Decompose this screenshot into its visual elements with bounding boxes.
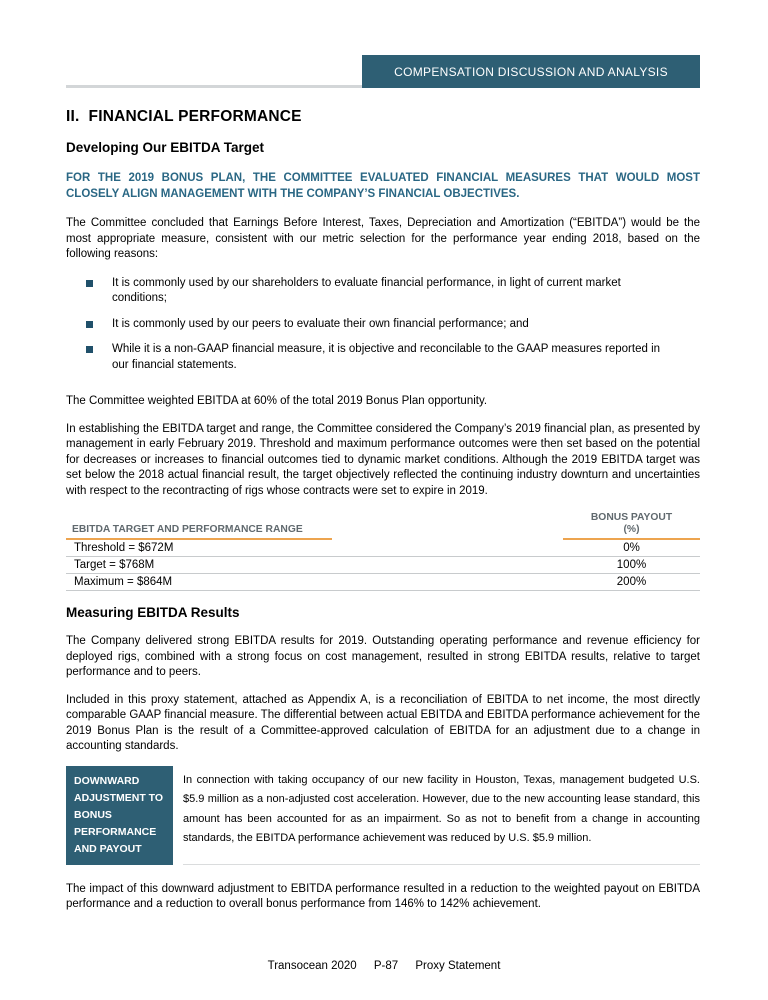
header-banner: COMPENSATION DISCUSSION AND ANALYSIS — [362, 55, 700, 88]
footer-doc-type: Proxy Statement — [415, 960, 501, 972]
paragraph-weighting: The Committee weighted EBITDA at 60% of the total 2019 Bonus Plan opportunity. — [66, 395, 488, 407]
page-footer — [0, 960, 768, 972]
subsection-title-measuring: Measuring EBITDA Results — [66, 605, 240, 620]
paragraph-results: The Company delivered strong EBITDA results for 2019. Outstanding operating performance and revenue efficiency for deployed rigs, combined with a strong focus on cost management, resulted in strong EBITDA results, relative to target performance and to peers. — [66, 635, 700, 678]
table-header-row — [66, 512, 700, 540]
row-label: Threshold = $672M — [74, 542, 174, 554]
table-row — [66, 540, 700, 557]
paragraph-target-setting: In establishing the EBITDA target and range, the Committee considered the Company’s 2019 financial plan, as presented by management in early February 2019. Threshold and maximum performance outcomes were then set based on the potential for decreases or increases to financial outcomes tied to dynamic market conditions. Although the 2019 EBITDA target was set below the 2018 actual financial result, the target objectively reflected the continuing industry downturn and uncertainties with respect to the recontracting of rigs whose contracts were set to expire in 2019. — [66, 422, 700, 497]
header-rule — [66, 85, 362, 88]
bonus-payout-unit: (%) — [623, 524, 640, 535]
downward-adjustment-callout — [66, 766, 700, 865]
column-header-bonus-payout — [563, 512, 700, 540]
callout-title-box: DOWNWARD ADJUSTMENT TO BONUS PERFORMANCE AND PAYOUT — [66, 766, 173, 865]
paragraph-impact: The impact of this downward adjustment to EBITDA performance resulted in a reduction to the weighted payout on EBITDA performance and a reduction to overall bonus performance from 146% to 142% achievement. — [66, 882, 700, 910]
callout-body-text: In connection with taking occupancy of our new facility in Houston, Texas, management budgeted U.S. $5.9 million as a non-adjusted cost acceleration. However, due to the new accounting lease standard, this amount has been accounted for as an impairment. So as not to benefit from a change in accounting standards, the EBITDA performance achievement was reduced by U.S. $5.9 million. — [183, 766, 700, 865]
header-band-row — [66, 55, 700, 88]
section-title: II. FINANCIAL PERFORMANCE — [66, 108, 302, 125]
lead-statement: FOR THE 2019 BONUS PLAN, THE COMMITTEE EVALUATED FINANCIAL MEASURES THAT WOULD MOST CLOSELY ALIGN MANAGEMENT WITH THE COMPANY’S FINANCIAL OBJECTIVES. — [66, 172, 700, 200]
bullet-square-icon — [86, 321, 93, 328]
footer-company: Transocean 2020 — [267, 960, 357, 972]
row-value: 100% — [616, 559, 647, 571]
bullet-text: It is commonly used by our peers to evaluate their own financial performance; and — [112, 317, 529, 330]
table-row — [66, 574, 700, 591]
row-label: Maximum = $864M — [74, 576, 173, 588]
row-value: 0% — [623, 542, 640, 554]
paragraph-ebitda-conclusion: The Committee concluded that Earnings Before Interest, Taxes, Depreciation and Amortization (“EBITDA”) would be the most appropriate measure, consistent with our metric selection for the performance year ending 2018, based on the following reasons: — [66, 217, 700, 260]
reasons-bullet-list — [66, 276, 700, 374]
bonus-payout-label: BONUS PAYOUT — [590, 512, 673, 523]
page-content — [66, 0, 700, 913]
column-header-ebitda-range: EBITDA TARGET AND PERFORMANCE RANGE — [66, 524, 332, 540]
table-row — [66, 557, 700, 574]
bullet-square-icon — [86, 280, 93, 287]
footer-page-number: P-87 — [373, 960, 399, 972]
bullet-text: It is commonly used by our shareholders to evaluate financial performance, in light of current market conditions; — [112, 276, 621, 304]
ebitda-target-table — [66, 512, 700, 591]
paragraph-reconciliation: Included in this proxy statement, attached as Appendix A, is a reconciliation of EBITDA to net income, the most directly comparable GAAP financial measure. The differential between actual EBITDA and EBITDA performance achievement for the 2019 Bonus Plan is the result of a Committee-approved calculation of EBITDA for an adjustment due to a change in accounting standards. — [66, 693, 700, 752]
list-item — [66, 276, 700, 307]
row-label: Target = $768M — [74, 559, 155, 571]
list-item — [66, 317, 700, 333]
bullet-text: While it is a non-GAAP financial measure, it is objective and reconcilable to the GAAP measures reported in our financial statements. — [112, 343, 661, 371]
bullet-square-icon — [86, 346, 93, 353]
row-value: 200% — [616, 576, 647, 588]
list-item — [66, 342, 700, 373]
subsection-title-developing: Developing Our EBITDA Target — [66, 140, 265, 155]
